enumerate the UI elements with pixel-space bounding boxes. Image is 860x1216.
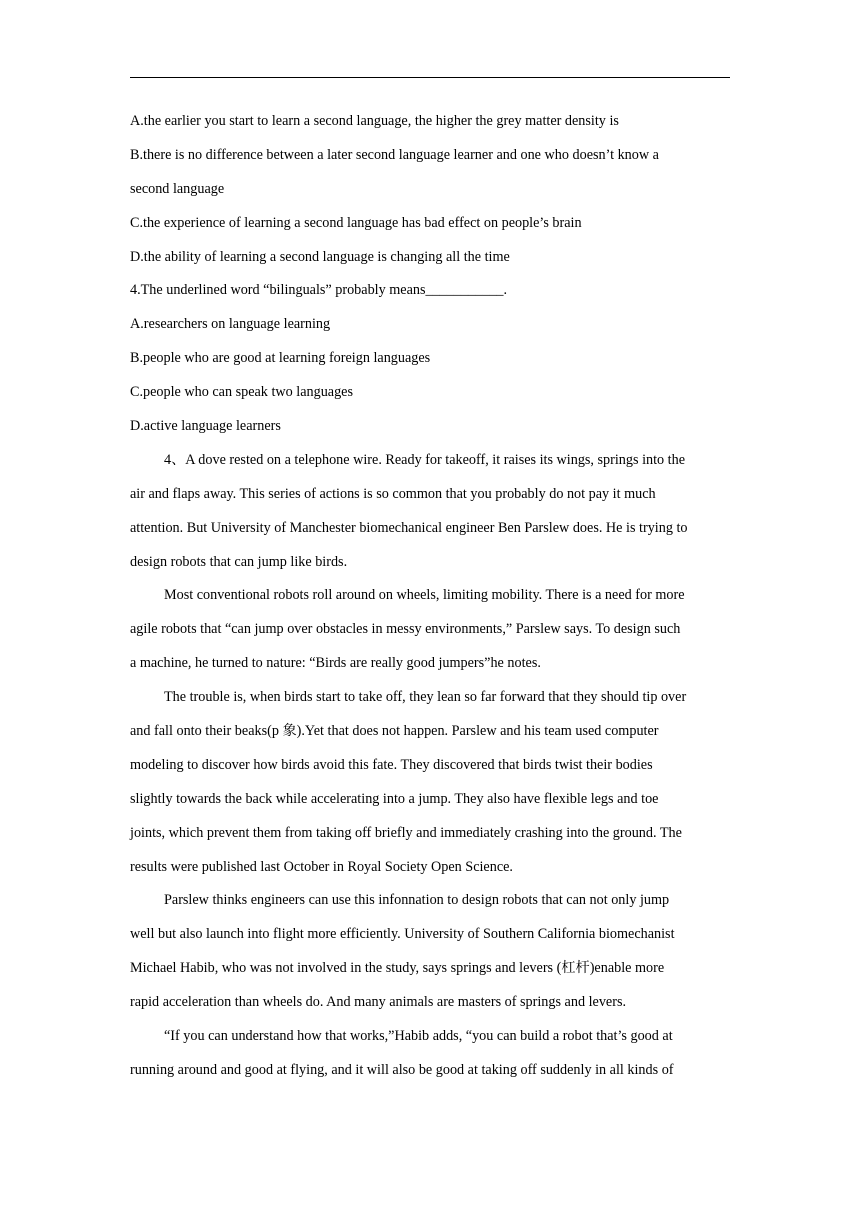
passage-paragraph-1: [130, 444, 730, 580]
passage-paragraph-5: [130, 1020, 730, 1088]
paragraph-line: and fall onto their beaks(p 象).Yet that does not happen. Parslew and his team used computer: [130, 723, 659, 740]
paragraph-line: running around and good at flying, and it will also be good at taking off suddenly in all kinds of: [130, 1061, 674, 1078]
question4-option-b: B.people who are good at learning foreign languages: [130, 350, 431, 367]
question4-option-c: C.people who can speak two languages: [130, 384, 353, 401]
question3-option-b: B.there is no difference between a later second language learner and one who doesn’t know a: [130, 146, 659, 163]
header-rule: [130, 77, 730, 78]
paragraph-line: agile robots that “can jump over obstacles in messy environments,” Parslew says. To design such: [130, 621, 681, 638]
paragraph-line: joints, which prevent them from taking off briefly and immediately crashing into the ground. The: [130, 824, 682, 841]
passage-4: [130, 444, 730, 1088]
paragraph-line: “If you can understand how that works,”Habib adds, “you can build a robot that’s good at: [164, 1028, 673, 1045]
passage-paragraph-2: [130, 579, 730, 681]
question3-option-d: D.the ability of learning a second language is changing all the time: [130, 248, 510, 265]
paragraph-line: attention. But University of Manchester biomechanical engineer Ben Parslew does. He is trying to: [130, 519, 688, 536]
paragraph-line: well but also launch into flight more efficiently. University of Southern California biomechanist: [130, 926, 675, 943]
question3-option-a: A.the earlier you start to learn a second language, the higher the grey matter density is: [130, 113, 619, 129]
paragraph-line: modeling to discover how birds avoid this fate. They discovered that birds twist their bodies: [130, 756, 653, 773]
paragraph-line: air and flaps away. This series of actions is so common that you probably do not pay it much: [130, 485, 656, 502]
paragraph-line: 4、A dove rested on a telephone wire. Ready for takeoff, it raises its wings, springs into the: [164, 451, 686, 468]
paragraph-line: slightly towards the back while accelerating into a jump. They also have flexible legs and toe: [130, 790, 659, 807]
paragraph-line: Most conventional robots roll around on wheels, limiting mobility. There is a need for more: [164, 587, 685, 604]
paragraph-line: rapid acceleration than wheels do. And many animals are masters of springs and levers.: [130, 994, 627, 1011]
paragraph-line: results were published last October in Royal Society Open Science.: [130, 858, 513, 875]
paragraph-line: Parslew thinks engineers can use this infonnation to design robots that can not only jump: [164, 892, 670, 909]
paragraph-line: a machine, he turned to nature: “Birds are really good jumpers”he notes.: [130, 655, 541, 672]
paragraph-line: design robots that can jump like birds.: [130, 553, 348, 570]
passage-paragraph-3: [130, 681, 730, 884]
question4-option-a: A.researchers on language learning: [130, 316, 331, 333]
question3-option-b-continued: second language: [130, 180, 225, 197]
question4: [130, 274, 730, 443]
paragraph-line: The trouble is, when birds start to take off, they lean so far forward that they should tip over: [164, 689, 687, 706]
question4-option-d: D.active language learners: [130, 418, 281, 435]
passage-paragraph-4: [130, 884, 730, 1020]
page-content: [130, 105, 730, 1088]
paragraph-line: Michael Habib, who was not involved in the study, says springs and levers (杠杆)enable more: [130, 960, 665, 977]
question3-options: [130, 105, 730, 274]
question4-stem: 4.The underlined word “bilinguals” probably means___________.: [130, 282, 508, 299]
question3-option-c: C.the experience of learning a second language has bad effect on people’s brain: [130, 214, 582, 231]
